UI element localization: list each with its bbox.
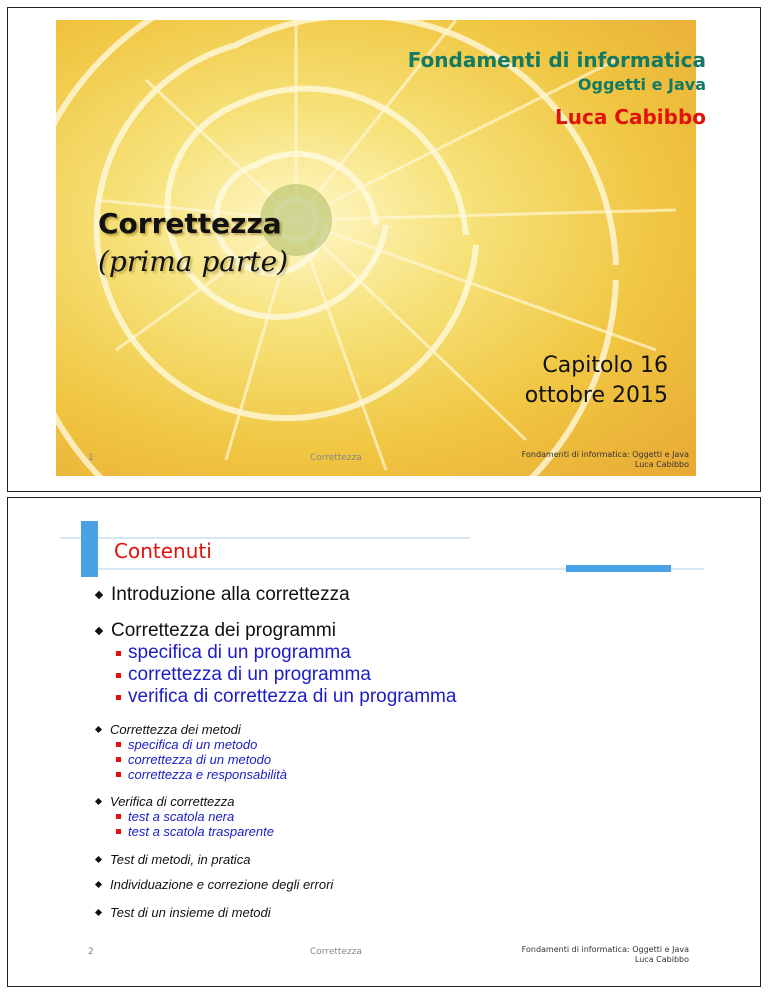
square-bullet-icon bbox=[116, 772, 121, 777]
course-title: Fondamenti di informatica bbox=[407, 48, 706, 72]
outline-item bbox=[96, 852, 250, 867]
sub-item-text: correttezza di un programma bbox=[128, 664, 371, 685]
outline-item-label bbox=[96, 852, 250, 867]
header-accent-bar bbox=[81, 521, 98, 577]
sub-item-text: correttezza di un metodo bbox=[128, 752, 272, 767]
outline-item bbox=[96, 722, 287, 782]
slide-part: (prima parte) bbox=[98, 245, 289, 278]
outline-item bbox=[96, 620, 456, 708]
sub-item-text: test a scatola trasparente bbox=[128, 824, 274, 839]
sub-list bbox=[116, 809, 274, 839]
footer-right-line2: Luca Cabibbo bbox=[634, 460, 689, 469]
outline-item-label bbox=[96, 722, 287, 737]
outline-item-label bbox=[96, 905, 271, 920]
date-label: ottobre 2015 bbox=[524, 383, 668, 408]
author-name: Luca Cabibbo bbox=[554, 105, 706, 129]
item-text: Verifica di correttezza bbox=[110, 794, 235, 809]
slide-heading: Contenuti bbox=[114, 539, 212, 563]
sub-item bbox=[116, 664, 456, 686]
footer-right bbox=[522, 945, 689, 965]
sub-list bbox=[116, 642, 456, 708]
item-text: Test di metodi, in pratica bbox=[110, 852, 251, 867]
item-text: Introduzione alla correttezza bbox=[111, 584, 350, 605]
page-number: 1 bbox=[88, 453, 94, 463]
sub-item-text: specifica di un metodo bbox=[128, 737, 258, 752]
footer-center: Correttezza bbox=[310, 453, 362, 463]
square-bullet-icon bbox=[116, 814, 121, 819]
item-text: Correttezza dei metodi bbox=[110, 722, 241, 737]
header-accent-short bbox=[566, 565, 671, 572]
outline-item bbox=[96, 905, 271, 920]
diamond-bullet-icon bbox=[95, 627, 103, 635]
footer-right-line1: Fondamenti di informatica: Oggetti e Java bbox=[521, 450, 689, 459]
footer-right bbox=[522, 450, 689, 470]
chapter-label: Capitolo 16 bbox=[542, 353, 668, 378]
diamond-bullet-icon bbox=[95, 726, 102, 733]
square-bullet-icon bbox=[116, 829, 121, 834]
outline-item-label bbox=[96, 584, 350, 606]
diamond-bullet-icon bbox=[95, 909, 102, 916]
sub-item-text: specifica di un programma bbox=[128, 642, 351, 663]
item-text: Individuazione e correzione degli errori bbox=[110, 877, 334, 892]
slide-title: Correttezza bbox=[98, 207, 282, 240]
square-bullet-icon bbox=[116, 757, 121, 762]
outline-item bbox=[96, 877, 333, 892]
page-number: 2 bbox=[88, 947, 94, 957]
sub-item bbox=[116, 642, 456, 664]
sub-item bbox=[116, 686, 456, 708]
footer-right-line1: Fondamenti di informatica: Oggetti e Java bbox=[521, 945, 689, 954]
sub-item bbox=[116, 752, 287, 767]
diamond-bullet-icon bbox=[95, 798, 102, 805]
item-text: Test di un insieme di metodi bbox=[110, 905, 271, 920]
outline-item-label bbox=[96, 620, 456, 642]
sub-item-text: verifica di correttezza di un programma bbox=[128, 686, 457, 707]
diamond-bullet-icon bbox=[95, 881, 102, 888]
footer-right-line2: Luca Cabibbo bbox=[634, 955, 689, 964]
item-text: Correttezza dei programmi bbox=[111, 620, 336, 641]
square-bullet-icon bbox=[116, 673, 121, 678]
sub-item bbox=[116, 809, 274, 824]
diamond-bullet-icon bbox=[95, 856, 102, 863]
sub-list bbox=[116, 737, 287, 782]
diamond-bullet-icon bbox=[95, 591, 103, 599]
square-bullet-icon bbox=[116, 742, 121, 747]
course-subtitle: Oggetti e Java bbox=[577, 75, 706, 94]
outline-item bbox=[96, 584, 350, 606]
sub-item bbox=[116, 737, 287, 752]
outline-item bbox=[96, 794, 274, 839]
footer-center: Correttezza bbox=[310, 947, 362, 957]
sub-item-text: test a scatola nera bbox=[128, 809, 235, 824]
square-bullet-icon bbox=[116, 695, 121, 700]
sub-item bbox=[116, 767, 287, 782]
sub-item-text: correttezza e responsabilità bbox=[128, 767, 287, 782]
square-bullet-icon bbox=[116, 651, 121, 656]
outline-item-label bbox=[96, 794, 274, 809]
sub-item bbox=[116, 824, 274, 839]
outline-item-label bbox=[96, 877, 333, 892]
